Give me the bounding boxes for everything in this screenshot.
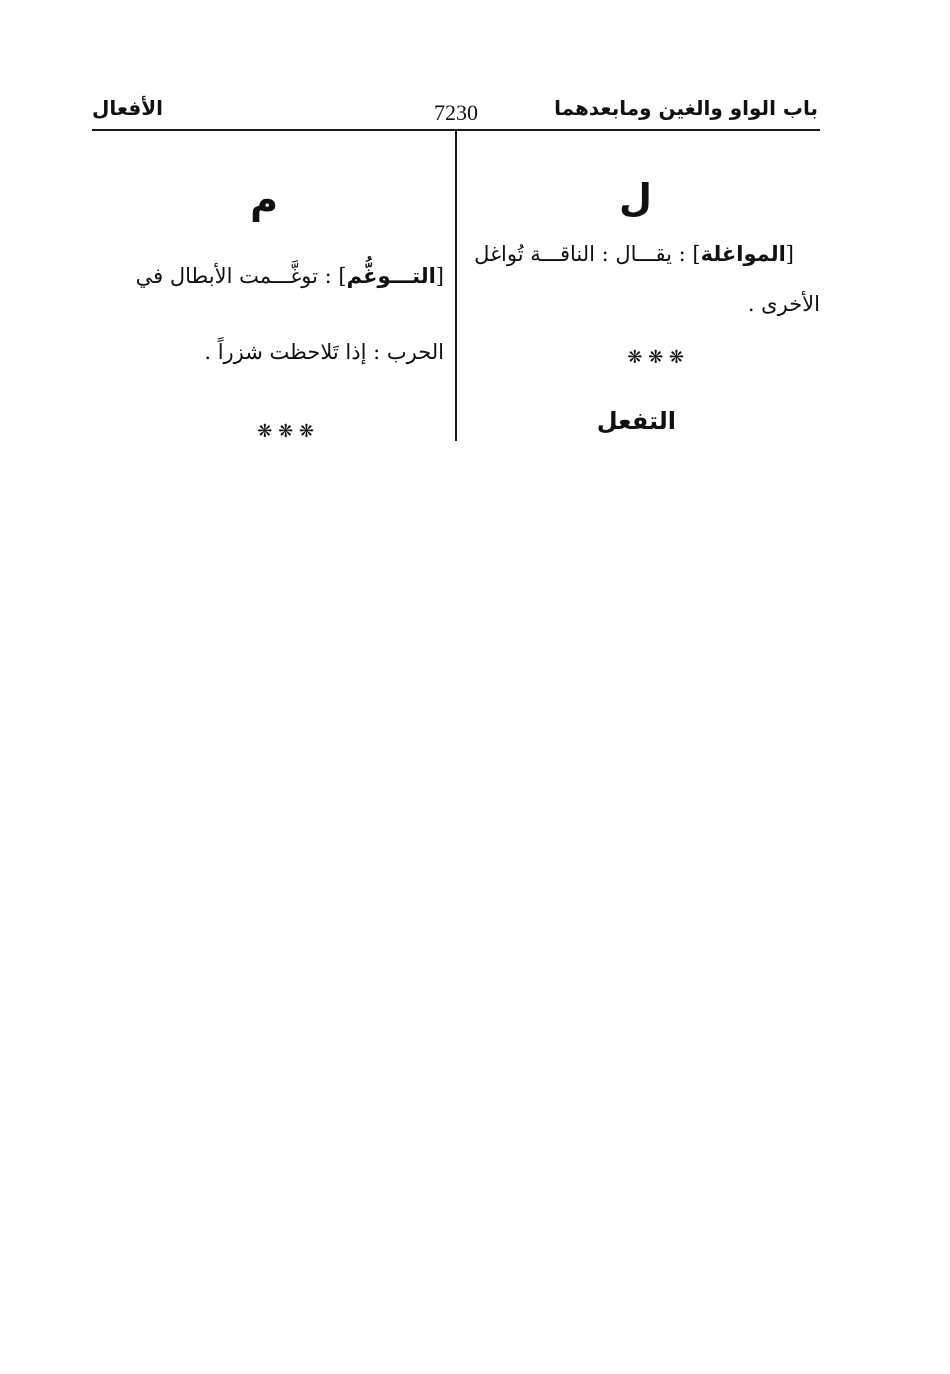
entry-definition-start: ] : يقـــال : الناقـــة تُواغل [474, 242, 701, 266]
entry-line-2: الحرب : إذا تَلاحظت شزراً . [204, 340, 444, 364]
column-divider [455, 131, 457, 441]
bracket-open: [ [785, 242, 794, 266]
running-header-chapter: باب الواو والغين ومابعدهما [554, 96, 818, 120]
entry-term: التـــوغُّم [346, 264, 436, 288]
letter-heading-mim: م [250, 178, 278, 222]
separator-stars: ❋ ❋ ❋ [257, 421, 314, 442]
entry-term: المواغلة [700, 242, 786, 266]
letter-heading-lam: ل [619, 176, 652, 220]
bracket-open: [ [435, 264, 444, 288]
entry-line-2: الأخرى . [747, 292, 820, 316]
page-number: 7230 [434, 100, 478, 125]
entry-line-1 [474, 241, 794, 267]
section-heading-tafaul: التفعل [596, 407, 676, 435]
entry-definition-start: ] : توغَّـــمت الأبطال في [135, 264, 347, 288]
separator-stars: ❋ ❋ ❋ [627, 347, 684, 368]
entry-line-1 [136, 263, 444, 289]
running-header-section: الأفعال [92, 96, 163, 120]
